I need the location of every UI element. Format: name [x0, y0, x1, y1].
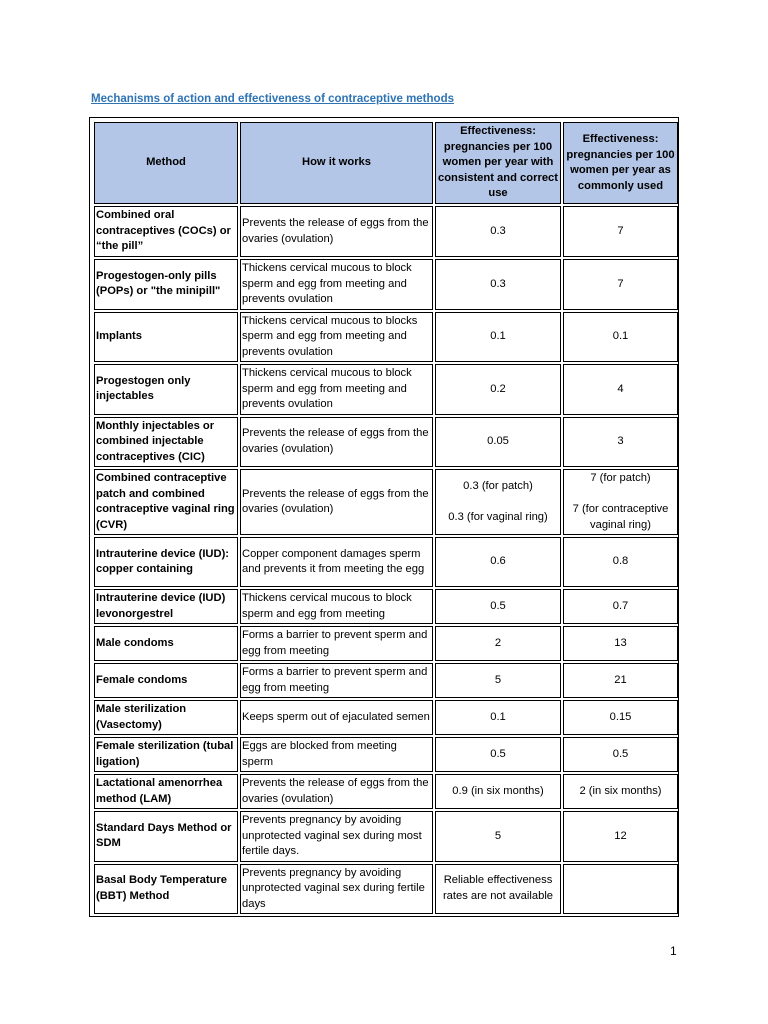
effectiveness-common-cell: 7 — [563, 259, 678, 310]
header-how-it-works: How it works — [240, 122, 433, 204]
table-row — [94, 364, 678, 415]
effectiveness-common-cell: 4 — [563, 364, 678, 415]
table-header-row — [94, 122, 678, 204]
how-it-works-cell: Keeps sperm out of ejaculated semen — [240, 700, 433, 735]
table-row — [94, 312, 678, 363]
table-row — [94, 774, 678, 809]
table-row — [94, 537, 678, 587]
method-cell: Male sterilization (Vasectomy) — [94, 700, 238, 735]
effectiveness-consistent-cell: 0.9 (in six months) — [435, 774, 561, 809]
method-cell: Implants — [94, 312, 238, 363]
method-cell: Intrauterine device (IUD): copper containing — [94, 537, 238, 587]
how-it-works-cell: Prevents the release of eggs from the ovaries (ovulation) — [240, 774, 433, 809]
effectiveness-consistent-cell: 0.3 — [435, 206, 561, 257]
effectiveness-common-cell — [563, 864, 678, 915]
how-it-works-cell: Thickens cervical mucous to block sperm and egg from meeting and prevents ovulation — [240, 364, 433, 415]
table-row — [94, 589, 678, 624]
how-it-works-cell: Thickens cervical mucous to blocks sperm and egg from meeting and prevents ovulation — [240, 312, 433, 363]
effectiveness-common-cell: 0.5 — [563, 737, 678, 772]
contraceptive-table — [89, 117, 679, 917]
method-cell: Combined contraceptive patch and combined contraceptive vaginal ring (CVR) — [94, 469, 238, 535]
effectiveness-common-cell: 2 (in six months) — [563, 774, 678, 809]
effectiveness-consistent-cell: 5 — [435, 663, 561, 698]
table-row — [94, 259, 678, 310]
effectiveness-consistent-cell: 0.5 — [435, 589, 561, 624]
how-it-works-cell: Copper component damages sperm and prevents it from meeting the egg — [240, 537, 433, 587]
table-row — [94, 700, 678, 735]
effectiveness-consistent-cell: 5 — [435, 811, 561, 862]
effectiveness-common-cell: 0.8 — [563, 537, 678, 587]
effectiveness-common-cell: 0.7 — [563, 589, 678, 624]
effectiveness-common-cell: 7 — [563, 206, 678, 257]
method-cell: Basal Body Temperature (BBT) Method — [94, 864, 238, 915]
header-method: Method — [94, 122, 238, 204]
table-row — [94, 737, 678, 772]
header-effectiveness-consistent: Effectiveness: pregnancies per 100 women per year with consistent and correct use — [435, 122, 561, 204]
table-row — [94, 626, 678, 661]
effectiveness-common-cell: 0.15 — [563, 700, 678, 735]
effectiveness-consistent-cell: Reliable effectiveness rates are not available — [435, 864, 561, 915]
table-row — [94, 864, 678, 915]
how-it-works-cell: Forms a barrier to prevent sperm and egg from meeting — [240, 663, 433, 698]
how-it-works-cell: Prevents pregnancy by avoiding unprotected vaginal sex during most fertile days. — [240, 811, 433, 862]
how-it-works-cell: Prevents the release of eggs from the ovaries (ovulation) — [240, 417, 433, 468]
effectiveness-consistent-cell: 0.6 — [435, 537, 561, 587]
method-cell: Monthly injectables or combined injectable contraceptives (CIC) — [94, 417, 238, 468]
table-row — [94, 469, 678, 535]
effectiveness-consistent-cell: 0.3 — [435, 259, 561, 310]
how-it-works-cell: Prevents the release of eggs from the ovaries (ovulation) — [240, 469, 433, 535]
table-row — [94, 663, 678, 698]
header-effectiveness-common: Effectiveness: pregnancies per 100 women per year as commonly used — [563, 122, 678, 204]
effectiveness-common-cell: 7 (for patch) 7 (for contraceptive vaginal ring) — [563, 469, 678, 535]
how-it-works-cell: Forms a barrier to prevent sperm and egg from meeting — [240, 626, 433, 661]
method-cell: Standard Days Method or SDM — [94, 811, 238, 862]
effectiveness-common-cell: 12 — [563, 811, 678, 862]
effectiveness-consistent-cell: 0.1 — [435, 700, 561, 735]
effectiveness-consistent-cell: 0.2 — [435, 364, 561, 415]
how-it-works-cell: Prevents the release of eggs from the ovaries (ovulation) — [240, 206, 433, 257]
method-cell: Intrauterine device (IUD) levonorgestrel — [94, 589, 238, 624]
method-cell: Combined oral contraceptives (COCs) or “the pill” — [94, 206, 238, 257]
effectiveness-consistent-cell: 0.3 (for patch) 0.3 (for vaginal ring) — [435, 469, 561, 535]
effectiveness-common-cell: 21 — [563, 663, 678, 698]
method-cell: Female condoms — [94, 663, 238, 698]
effectiveness-consistent-cell: 0.05 — [435, 417, 561, 468]
page-number: 1 — [670, 944, 677, 958]
method-cell: Lactational amenorrhea method (LAM) — [94, 774, 238, 809]
effectiveness-common-cell: 3 — [563, 417, 678, 468]
method-cell: Male condoms — [94, 626, 238, 661]
how-it-works-cell: Eggs are blocked from meeting sperm — [240, 737, 433, 772]
table-row — [94, 206, 678, 257]
how-it-works-cell: Thickens cervical mucous to block sperm and egg from meeting — [240, 589, 433, 624]
how-it-works-cell: Thickens cervical mucous to block sperm and egg from meeting and prevents ovulation — [240, 259, 433, 310]
effectiveness-common-cell: 0.1 — [563, 312, 678, 363]
method-cell: Progestogen-only pills (POPs) or "the minipill" — [94, 259, 238, 310]
how-it-works-cell: Prevents pregnancy by avoiding unprotected vaginal sex during fertile days — [240, 864, 433, 915]
table-row — [94, 417, 678, 468]
page-title: Mechanisms of action and effectiveness of contraceptive methods — [91, 93, 454, 105]
table-body — [94, 206, 678, 914]
method-cell: Female sterilization (tubal ligation) — [94, 737, 238, 772]
table-row — [94, 811, 678, 862]
effectiveness-consistent-cell: 2 — [435, 626, 561, 661]
effectiveness-consistent-cell: 0.1 — [435, 312, 561, 363]
effectiveness-consistent-cell: 0.5 — [435, 737, 561, 772]
method-cell: Progestogen only injectables — [94, 364, 238, 415]
effectiveness-common-cell: 13 — [563, 626, 678, 661]
